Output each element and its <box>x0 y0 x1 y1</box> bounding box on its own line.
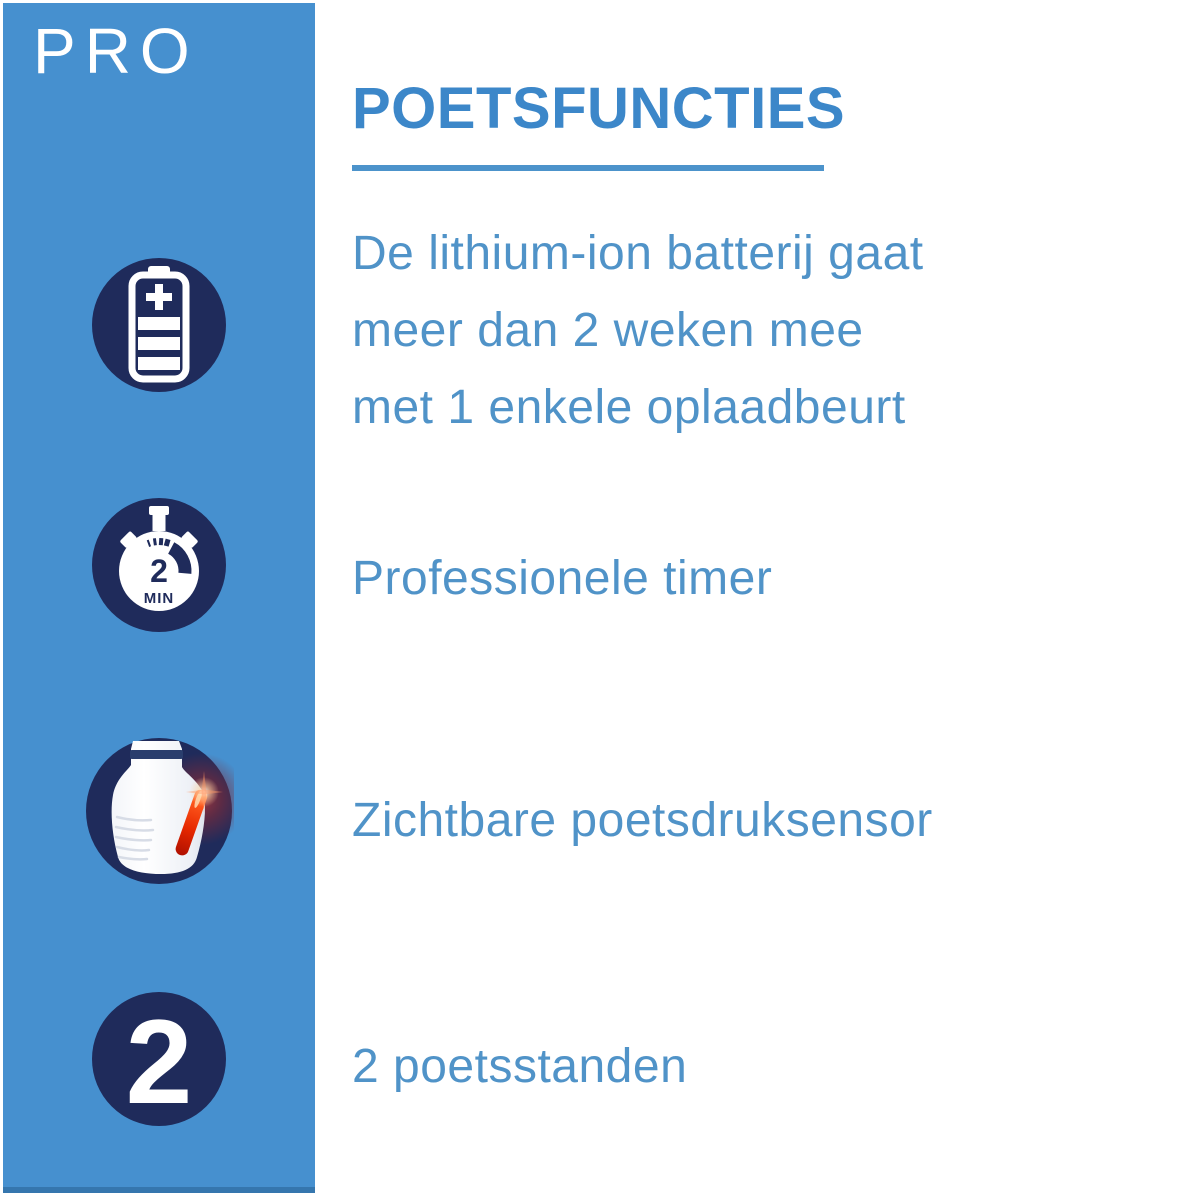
feature-battery-line-1: De lithium-ion batterij gaat <box>352 227 924 280</box>
pressure-sensor-icon <box>84 736 234 886</box>
battery-icon-graphic <box>84 250 234 400</box>
page-title: POETSFUNCTIES <box>352 76 846 141</box>
pressure-sensor-icon-graphic <box>84 736 234 886</box>
timer-value-label: 2 <box>150 553 168 589</box>
timer-unit-label: MIN <box>143 590 175 607</box>
timer-icon-graphic <box>84 490 234 640</box>
modes-count-icon <box>84 984 234 1134</box>
feature-modes-text: 2 poetsstanden <box>352 1040 688 1093</box>
feature-timer-text: Professionele timer <box>352 552 773 605</box>
timer-icon <box>84 490 234 640</box>
feature-battery-text <box>352 215 924 446</box>
modes-count-label: 2 <box>125 995 193 1129</box>
content <box>352 0 1172 1200</box>
brand-logo: PRO <box>33 15 199 87</box>
modes-count-icon-graphic <box>84 984 234 1134</box>
sidebar <box>3 3 315 1193</box>
feature-battery-line-3: met 1 enkele oplaadbeurt <box>352 381 906 434</box>
feature-battery-line-2: meer dan 2 weken mee <box>352 304 864 357</box>
battery-icon <box>84 250 234 400</box>
feature-pressure-sensor-text: Zichtbare poetsdruksensor <box>352 794 933 847</box>
title-underline <box>352 165 824 171</box>
